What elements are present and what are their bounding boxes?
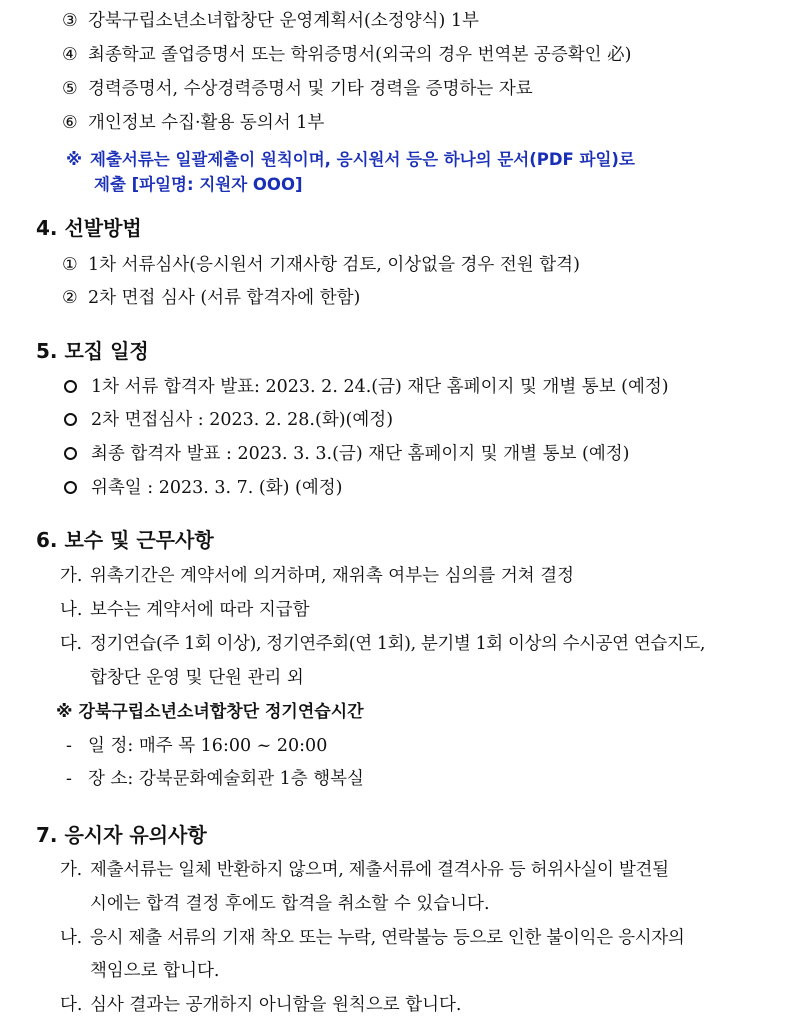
section-title-6: 6. 보수 및 근무사항 [36, 528, 214, 552]
item-marker: - [66, 769, 72, 789]
item-text: 보수는 계약서에 따라 지급함 [90, 600, 310, 620]
note-marker: ※ [66, 150, 83, 169]
circle-bullet-icon [64, 413, 77, 426]
item-marker: 다. [60, 995, 83, 1015]
item-text: 1차 서류 합격자 발표: 2023. 2. 24.(금) 재단 홈페이지 및 개별 통보 (예정) [91, 377, 669, 397]
sec4-item-2 [62, 286, 360, 310]
item-text: 정기연습(주 1회 이상), 정기연주회(연 1회), 분기별 1회 이상의 수시공연 연습지도, [90, 634, 706, 654]
section-title-5: 5. 모집 일정 [36, 339, 149, 363]
item-text: 경력증명서, 수상경력증명서 및 기타 경력을 증명하는 자료 [88, 79, 533, 99]
sec5-item-2 [64, 408, 393, 432]
sec5-item-4 [64, 476, 343, 500]
item-text: 2차 면접심사 : 2023. 2. 28.(화)(예정) [91, 410, 394, 430]
item-text: 강북구립소년소녀합창단 운영계획서(소정양식) 1부 [88, 11, 479, 31]
section-title-7: 7. 응시자 유의사항 [36, 823, 207, 847]
sec7-item-c [60, 993, 461, 1017]
sec7-item-a [60, 858, 669, 882]
item-text: 2차 면접 심사 (서류 합격자에 한함) [88, 288, 361, 308]
sec4-item-1 [62, 253, 580, 277]
item-marker: ① [62, 255, 78, 275]
item-text: 장 소: 강북문화예술회관 1층 행복실 [88, 769, 364, 789]
circle-bullet-icon [64, 481, 77, 494]
item-marker: ② [62, 288, 78, 308]
item-text: 최종 합격자 발표 : 2023. 3. 3.(금) 재단 홈페이지 및 개별 통보 (예정) [91, 444, 630, 464]
item-marker: ③ [62, 11, 78, 31]
practice-time-title: ※ 강북구립소년소녀합창단 정기연습시간 [56, 702, 364, 722]
sec7-item-a-cont: 시에는 합격 결정 후에도 합격을 취소할 수 있습니다. [90, 894, 490, 914]
section-title-4: 4. 선발방법 [36, 216, 142, 240]
sec5-item-3 [64, 442, 629, 466]
sec6-item-c [60, 632, 705, 656]
item-text: 일 정: 매주 목 16:00 ~ 20:00 [88, 736, 328, 756]
item-marker: ⑤ [62, 79, 78, 99]
item-text: 제출서류는 일체 반환하지 않으며, 제출서류에 결격사유 등 허위사실이 발견될 [90, 860, 669, 880]
sec6-item-c-cont: 합창단 운영 및 단원 관리 외 [90, 668, 304, 688]
sec6-item-a [60, 564, 574, 588]
item-text: 심사 결과는 공개하지 아니함을 원칙으로 합니다. [90, 995, 462, 1015]
sec6-item-b [60, 598, 310, 622]
note-text: 제출 [파일명: 지원자 OOO] [94, 175, 303, 194]
submit-note-line2 [94, 173, 303, 197]
practice-item-schedule [66, 734, 327, 758]
item-marker: 나. [60, 600, 83, 620]
item-text: 응시 제출 서류의 기재 착오 또는 누락, 연락불능 등으로 인한 불이익은 응시자의 [90, 928, 685, 948]
practice-item-place [66, 767, 364, 791]
doc-item-5 [62, 77, 533, 101]
item-marker: ④ [62, 45, 78, 65]
doc-item-3 [62, 9, 479, 33]
sec5-item-1 [64, 375, 669, 399]
item-marker: - [66, 736, 72, 756]
note-text: 제출서류는 일괄제출이 원칙이며, 응시원서 등은 하나의 문서(PDF 파일)로 [90, 150, 635, 169]
item-marker: 다. [60, 634, 82, 654]
item-text: 최종학교 졸업증명서 또는 학위증명서(외국의 경우 번역본 공증확인 必) [88, 45, 632, 65]
circle-bullet-icon [64, 447, 77, 460]
item-text: 위촉일 : 2023. 3. 7. (화) (예정) [91, 478, 343, 498]
item-text: 1차 서류심사(응시원서 기재사항 검토, 이상없을 경우 전원 합격) [88, 255, 580, 275]
item-marker: 가. [60, 566, 83, 586]
item-marker: 나. [60, 928, 82, 948]
item-text: 위촉기간은 계약서에 의거하며, 재위촉 여부는 심의를 거쳐 결정 [90, 566, 575, 586]
submit-note-line1 [66, 148, 635, 172]
doc-item-6 [62, 111, 324, 135]
sec7-item-b-cont: 책임으로 합니다. [90, 961, 220, 981]
item-marker: 가. [60, 860, 82, 880]
circle-bullet-icon [64, 380, 77, 393]
sec7-item-b [60, 926, 685, 950]
doc-item-4 [62, 43, 631, 67]
item-marker: ⑥ [62, 113, 78, 133]
item-text: 개인정보 수집·활용 동의서 1부 [88, 113, 325, 133]
